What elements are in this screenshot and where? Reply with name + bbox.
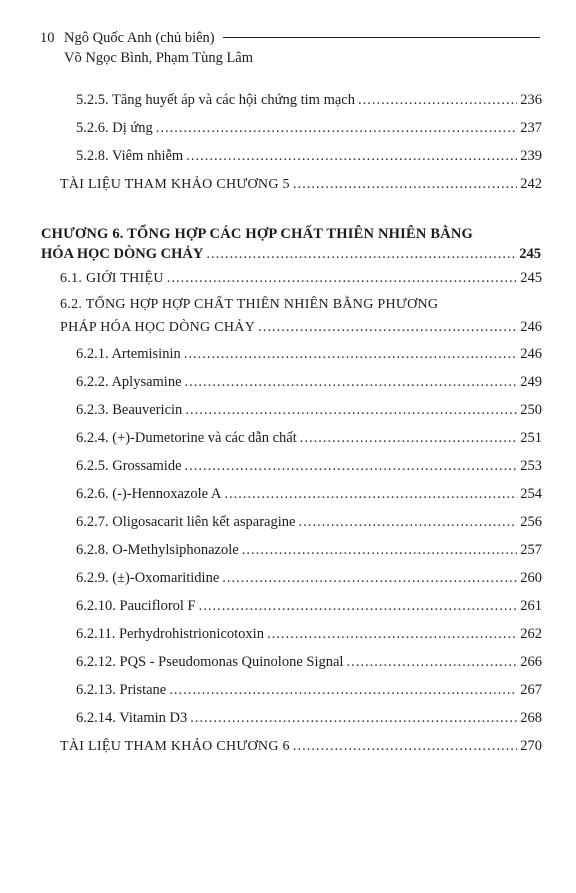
toc-entry-page: 250 — [520, 402, 542, 418]
toc-entry-label: 5.2.8. Viêm nhiễm — [76, 148, 184, 164]
toc-entry-label: 6.2.2. Aplysamine — [76, 374, 182, 390]
toc-entry-page: 270 — [520, 738, 542, 754]
toc-leader — [169, 682, 517, 699]
toc-entry-label: 6.2.7. Oligosacarit liên kết asparagine — [76, 514, 296, 530]
toc-entry-6-1 — [60, 270, 542, 287]
toc-leader — [346, 654, 517, 671]
toc-entry-6-2-12 — [76, 654, 542, 671]
toc-leader — [190, 710, 517, 727]
toc-entry-6-2-4 — [76, 430, 542, 447]
toc-entry-page: 242 — [520, 176, 542, 192]
toc-entry-page: 236 — [520, 92, 542, 108]
toc-leader — [267, 626, 517, 643]
chapter-6-title-line2: HÓA HỌC DÒNG CHẢY — [41, 246, 204, 262]
toc-leader — [199, 598, 518, 615]
toc-entry-label: 6.2.9. (±)-Oxomaritidine — [76, 570, 220, 586]
toc-entry-label: 6.1. GIỚI THIỆU — [60, 271, 164, 286]
toc-entry-page: 251 — [520, 430, 542, 446]
chapter-6-title-continued — [41, 246, 541, 263]
toc-entry-5-2-5 — [76, 92, 542, 109]
toc-entry-5-2-8 — [76, 148, 542, 165]
toc-leader — [185, 402, 517, 419]
toc-entry-label: 6.2.12. PQS - Pseudomonas Quinolone Signal — [76, 654, 344, 670]
toc-entry-6-2-2 — [76, 374, 542, 391]
toc-entry-page: 268 — [520, 710, 542, 726]
toc-leader — [186, 148, 517, 165]
toc-entry-label: 6.2.1. Artemisinin — [76, 346, 181, 362]
toc-entry-6-2 — [60, 319, 542, 336]
toc-leader — [224, 486, 517, 503]
toc-entry-6-2-7 — [76, 514, 542, 531]
toc-leader — [156, 120, 518, 137]
toc-entry-label: 5.2.5. Tăng huyết áp và các hội chứng tim mạch — [76, 92, 355, 108]
toc-leader — [184, 346, 518, 363]
toc-entry-page: 262 — [520, 626, 542, 642]
page-number: 10 — [40, 30, 55, 46]
toc-entry-label: 6.2.11. Perhydrohistrionicotoxin — [76, 626, 264, 642]
toc-entry-page: 246 — [520, 346, 542, 362]
toc-entry-label: 6.2.6. (-)-Hennoxazole A — [76, 486, 222, 502]
toc-entry-label: 6.2.4. (+)-Dumetorine và các dẫn chất — [76, 430, 297, 446]
header-coauthors: Võ Ngọc Bình, Phạm Tùng Lâm — [64, 50, 254, 66]
toc-entry-6-2-13 — [76, 682, 542, 699]
toc-entry-label: 5.2.6. Dị ứng — [76, 120, 153, 136]
toc-entry-label: 6.2.10. Pauciflorol F — [76, 598, 196, 614]
toc-entry-page: 267 — [520, 682, 542, 698]
toc-entry-6-2-8 — [76, 542, 542, 559]
toc-entry-page: 257 — [520, 542, 542, 558]
toc-entry-page: 261 — [520, 598, 542, 614]
toc-entry-6-2-9 — [76, 570, 542, 587]
toc-entry-page: 254 — [520, 486, 542, 502]
toc-leader — [300, 430, 518, 447]
toc-leader — [185, 458, 518, 475]
running-header — [40, 30, 540, 67]
toc-entry-5-2-6 — [76, 120, 542, 137]
toc-leader — [358, 92, 517, 109]
toc-entry-6-2-1 — [76, 346, 542, 363]
toc-entry-label: 6.2.5. Grossamide — [76, 458, 182, 474]
toc-entry-6-2-11 — [76, 626, 542, 643]
toc-entry-label: 6.2.8. O-Methylsiphonazole — [76, 542, 239, 558]
toc-entry-label: 6.2.13. Pristane — [76, 682, 167, 698]
toc-leader — [293, 738, 517, 755]
toc-entry-6-2-10 — [76, 598, 542, 615]
toc-entry-6-2-6 — [76, 486, 542, 503]
toc-entry-6-2-3 — [76, 402, 542, 419]
toc-leader — [258, 319, 517, 336]
toc-entry-label: PHÁP HÓA HỌC DÒNG CHẢY — [60, 320, 256, 335]
toc-entry-6-2-label-line1: 6.2. TỔNG HỢP HỢP CHẤT THIÊN NHIÊN BẰNG PHƯƠNG — [60, 297, 439, 312]
toc-entry-references-6 — [60, 738, 542, 755]
toc-leader — [242, 542, 518, 559]
header-rule — [223, 37, 540, 38]
toc-entry-page: 246 — [520, 319, 542, 335]
toc-entry-label: 6.2.3. Beauvericin — [76, 402, 183, 418]
toc-leader — [293, 176, 517, 193]
toc-entry-label: TÀI LIỆU THAM KHẢO CHƯƠNG 6 — [60, 739, 290, 754]
toc-entry-page: 253 — [520, 458, 542, 474]
toc-entry-page: 239 — [520, 148, 542, 164]
header-authors: Ngô Quốc Anh (chủ biên) — [64, 30, 215, 46]
toc-leader — [206, 246, 516, 263]
toc-entry-page: 256 — [520, 514, 542, 530]
toc-entry-page: 245 — [520, 270, 542, 286]
toc-entry-label: 6.2.14. Vitamin D3 — [76, 710, 188, 726]
toc-entry-references-5 — [60, 176, 542, 193]
toc-leader — [185, 374, 518, 391]
chapter-6-title: CHƯƠNG 6. TỔNG HỢP CÁC HỢP CHẤT THIÊN NHIÊN BẰNG — [41, 226, 474, 242]
toc-entry-page: 237 — [520, 120, 542, 136]
toc-leader — [298, 514, 517, 531]
toc-entry-label: TÀI LIỆU THAM KHẢO CHƯƠNG 5 — [60, 177, 290, 192]
toc-entry-6-2-5 — [76, 458, 542, 475]
toc-entry-page: 266 — [520, 654, 542, 670]
toc-entry-6-2-14 — [76, 710, 542, 727]
toc-leader — [222, 570, 517, 587]
toc-entry-page: 260 — [520, 570, 542, 586]
toc-leader — [167, 270, 517, 287]
chapter-6-page: 245 — [519, 246, 541, 262]
toc-entry-page: 249 — [520, 374, 542, 390]
